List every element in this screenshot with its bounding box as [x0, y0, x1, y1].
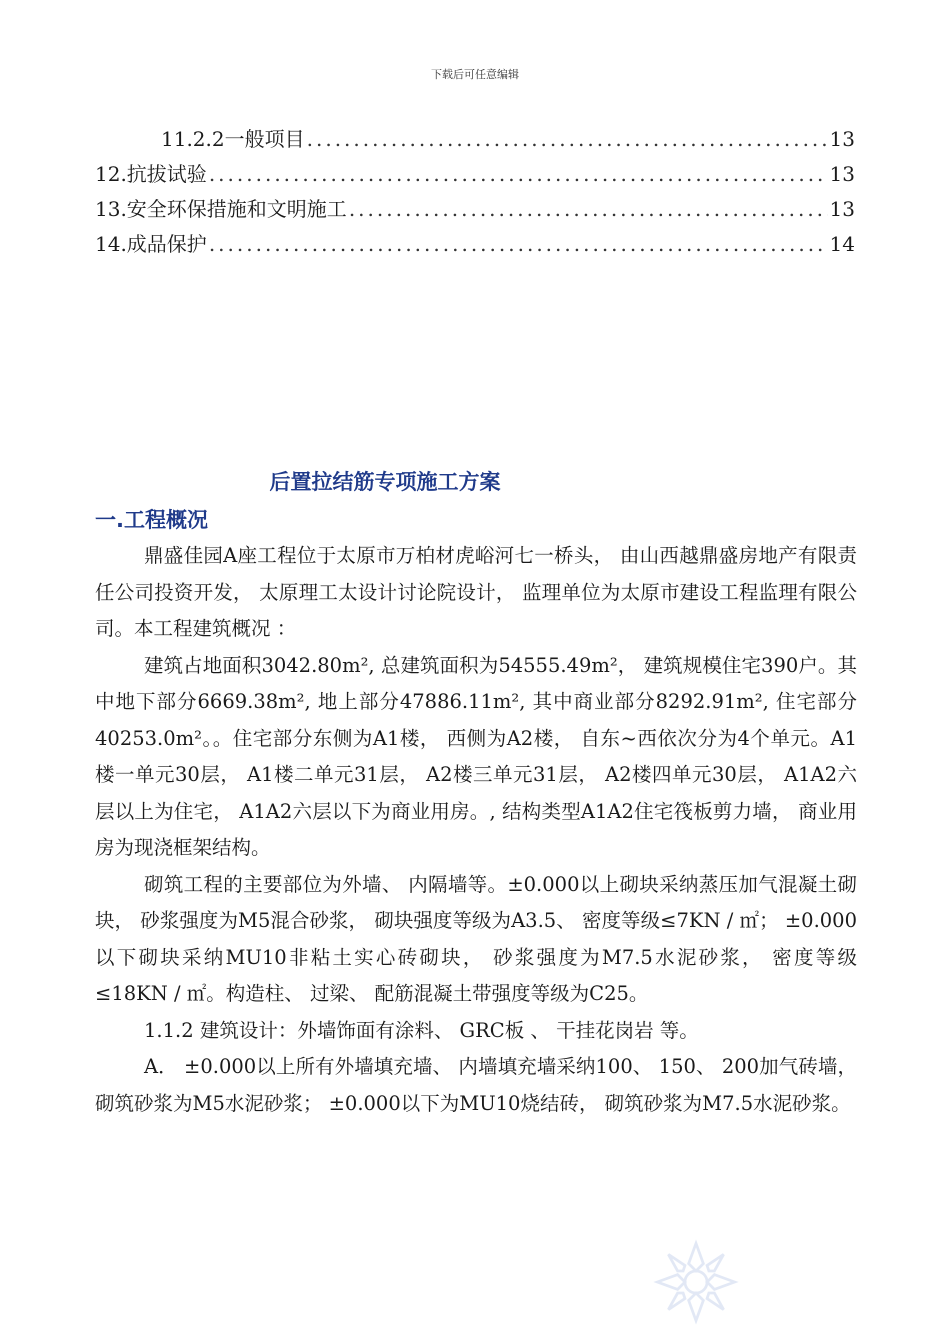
toc-item-page: 13 [829, 197, 855, 221]
body-text [95, 538, 857, 1122]
document-title: 后置拉结筋专项施工方案 [269, 470, 501, 494]
toc-item[interactable] [95, 122, 855, 157]
header-note: 下载后可任意编辑 [431, 68, 519, 81]
toc-item-page: 14 [829, 232, 855, 256]
toc-item-label: 11.2.2一般项目 [161, 127, 305, 151]
snowflake-watermark-icon [650, 1236, 742, 1328]
paragraph: 鼎盛佳园A座工程位于太原市万柏材虎峪河七一桥头， 由山西越鼎盛房地产有限责任公司投资开发， 太原理工太设计讨论院设计， 监理单位为太原市建设工程监理有限公司。本工程建筑概况 ： [95, 544, 857, 640]
toc-item[interactable] [95, 192, 855, 227]
toc-item-page: 13 [829, 127, 855, 151]
paragraph: A． ±0.000以上所有外墙填充墙、 内墙填充墙采纳100、 150、 200加气砖墙， 砌筑砂浆为M5水泥砂浆； ±0.000以下为MU10烧结砖， 砌筑砂浆为M7.5水泥砂浆。 [95, 1055, 857, 1115]
toc-leader-dots [209, 157, 828, 192]
toc-leader-dots [307, 122, 828, 157]
toc-item-label: 12.抗拔试验 [95, 162, 207, 186]
section-heading: 一.工程概况 [95, 508, 208, 532]
toc-item-label: 14.成品保护 [95, 232, 207, 256]
toc-item[interactable] [95, 227, 855, 262]
table-of-contents [95, 122, 855, 262]
toc-item-label: 13.安全环保措施和文明施工 [95, 197, 347, 221]
toc-item[interactable] [95, 157, 855, 192]
toc-leader-dots [349, 192, 828, 227]
paragraph: 建筑占地面积3042.80m², 总建筑面积为54555.49m²， 建筑规模住宅390户。其中地下部分6669.38m², 地上部分47886.11m², 其中商业部分8292.91m², 住宅部分40253.0m²。。住宅部分东侧为A1楼， 西侧为A2楼， 自东~西依次分为4个单元。A1楼一单元30层， A1楼二单元31层， A2楼三单元31层， A2楼四单元30层， A1A2六层以上为住宅， A1A2六层以下为商业用房。, 结构类型A1A2住宅筏板剪力墙， 商业用房为现浇框架结构。 [95, 653, 857, 859]
paragraph: 砌筑工程的主要部位为外墙、 内隔墙等。±0.000以上砌块采纳蒸压加气混凝土砌块， 砂浆强度为M5混合砂浆， 砌块强度等级为A3.5、 密度等级≤7KN / ㎡； ±0.000以下砌块采纳MU10非粘土实心砖砌块， 砂浆强度为M7.5水泥砂浆， 密度等级≤18KN / ㎡。构造柱、 过梁、 配筋混凝土带强度等级为C25。 [95, 872, 857, 1005]
toc-leader-dots [209, 227, 828, 262]
toc-item-page: 13 [829, 162, 855, 186]
paragraph: 1.1.2 建筑设计：外墙饰面有涂料、 GRC板 、 干挂花岗岩 等。 [144, 1018, 699, 1042]
